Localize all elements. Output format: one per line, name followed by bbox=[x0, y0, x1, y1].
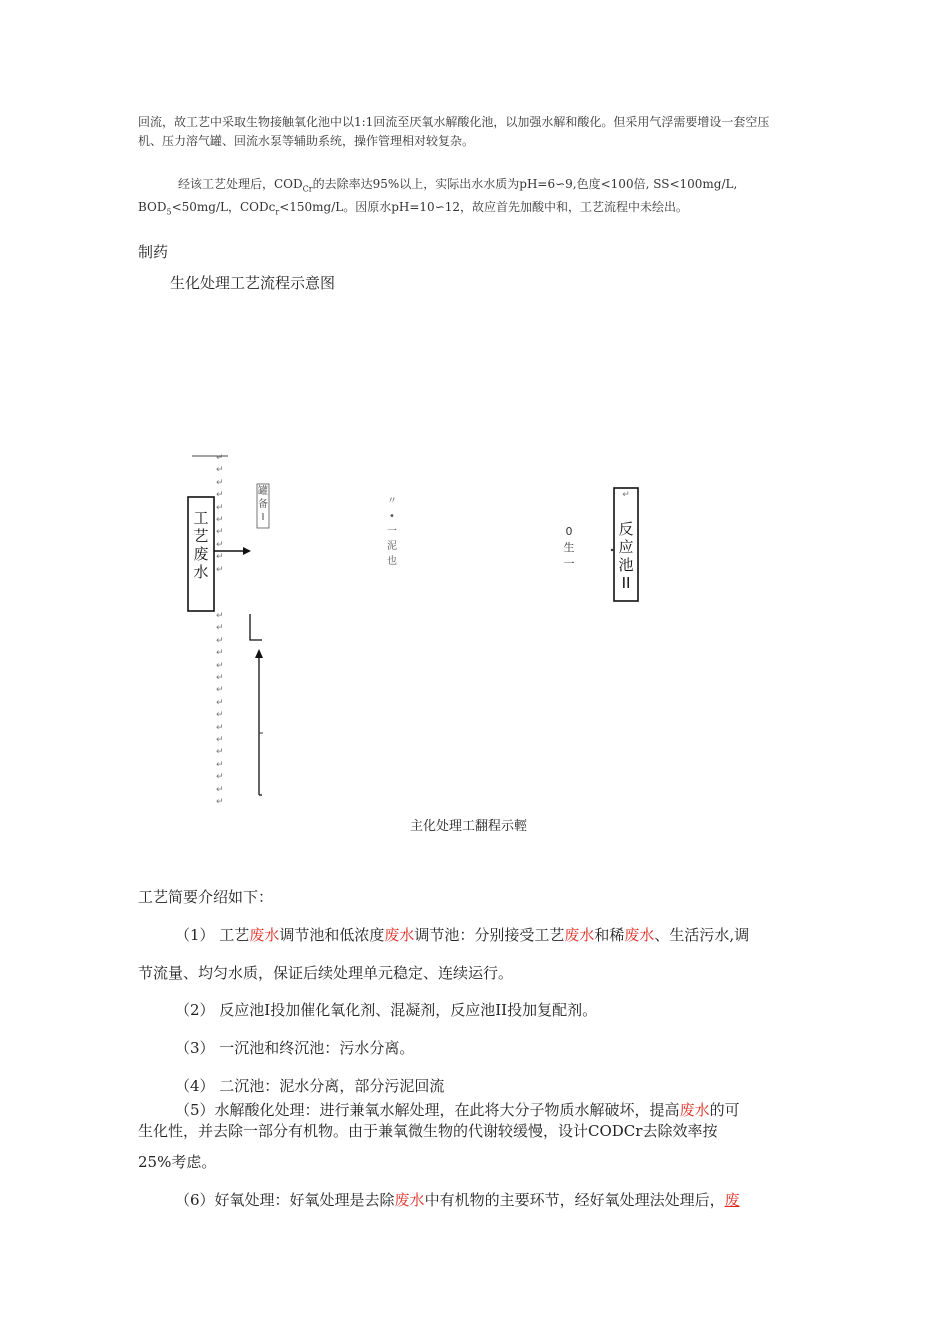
item-1-line-1: （1） 工艺废水调节池和低浓度废水调节池：分别接受工艺废水和稀废水、生活污水,调 bbox=[175, 926, 750, 944]
mid-char: 也 bbox=[387, 556, 397, 567]
item-3: （3） 一沉池和终沉池：污水分离。 bbox=[175, 1039, 415, 1057]
result2-text-b: <50mg/L，CODc bbox=[171, 200, 276, 214]
item-6-line-1: （6）好氧处理：好氧处理是去除废水中有机物的主要环节，经好氧处理法处理后，废 bbox=[175, 1191, 740, 1209]
small-box-char: 罐 bbox=[258, 486, 268, 497]
result-text-a: 经该工艺处理后，COD bbox=[178, 177, 303, 191]
return-mark: ↵ bbox=[216, 710, 224, 721]
box1-char: 水 bbox=[193, 563, 209, 581]
return-mark: ↵ bbox=[216, 539, 224, 550]
result-line-1 bbox=[178, 175, 828, 198]
box2-return-mark: ↵ bbox=[622, 490, 630, 500]
connector-dot bbox=[611, 549, 613, 551]
return-bracket bbox=[250, 614, 262, 640]
result2-sub2: r bbox=[275, 207, 280, 217]
right-stray-chars bbox=[561, 524, 577, 572]
return-mark: ↵ bbox=[216, 502, 224, 513]
item-4: （4） 二沉池：泥水分离，部分污泥回流 bbox=[175, 1077, 445, 1095]
highlight-wastewater: 废水 bbox=[394, 1191, 425, 1209]
item-5-line-1: （5）水解酸化处理：进行兼氧水解处理，在此将大分子物质水解破坏，提高废水的可 bbox=[175, 1101, 740, 1119]
return-mark: ↵ bbox=[216, 735, 224, 746]
highlight-wastewater: 废水 bbox=[384, 926, 415, 944]
arrow-head-up bbox=[255, 649, 263, 658]
return-mark: ↵ bbox=[216, 697, 224, 708]
return-mark: ↵ bbox=[216, 564, 224, 575]
return-mark: ↵ bbox=[216, 490, 224, 501]
return-mark: ↵ bbox=[216, 477, 224, 488]
right-char: 生 bbox=[563, 541, 575, 554]
mid-char: 〃 bbox=[387, 496, 397, 507]
box1-char: 艺 bbox=[193, 527, 209, 545]
return-mark: ↵ bbox=[216, 685, 224, 696]
highlight-wastewater: 废水 bbox=[624, 926, 655, 944]
section-subtitle: 生化处理工艺流程示意图 bbox=[170, 274, 336, 292]
box2-char: 池 bbox=[618, 556, 634, 574]
intro-paragraph bbox=[138, 113, 828, 151]
return-mark: ↵ bbox=[216, 722, 224, 733]
return-mark: ↵ bbox=[216, 797, 224, 808]
item-2: （2） 反应池I投加催化氧化剂、混凝剂，反应池II投加复配剂。 bbox=[175, 1001, 598, 1019]
return-mark: ↵ bbox=[216, 784, 224, 795]
result-text-b: 的去除率达95%以上，实际出水水质为pH=6∽9,色度<100倍, SS<100mg/L, bbox=[312, 177, 738, 191]
small-box-tank-label bbox=[257, 485, 269, 524]
small-box-char: 备 bbox=[258, 499, 268, 510]
return-marks-top bbox=[216, 452, 230, 576]
return-mark: ↵ bbox=[216, 527, 224, 538]
result-line-2 bbox=[138, 198, 828, 221]
return-mark: ↵ bbox=[216, 673, 224, 684]
return-mark: ↵ bbox=[216, 747, 224, 758]
return-marks-bottom bbox=[216, 610, 230, 809]
highlight-wastewater: 废水 bbox=[564, 926, 595, 944]
return-mark: ↵ bbox=[216, 515, 224, 526]
return-mark: ↵ bbox=[216, 759, 224, 770]
intro-heading: 工艺简要介绍如下： bbox=[138, 888, 274, 906]
intro-line-2: 机、压力溶气罐、回流水泵等辅助系统，操作管理相对较复杂。 bbox=[138, 134, 475, 148]
highlight-wastewater: 废水 bbox=[249, 926, 280, 944]
box2-char: II bbox=[621, 574, 631, 592]
return-mark: ↵ bbox=[216, 660, 224, 671]
return-mark: ↵ bbox=[216, 635, 224, 646]
mid-char: 一 bbox=[387, 526, 397, 537]
return-mark: ↵ bbox=[216, 648, 224, 659]
highlight-wastewater: 废 bbox=[724, 1191, 740, 1209]
box2-char: 反 bbox=[618, 520, 634, 538]
right-char: 0 bbox=[565, 525, 573, 538]
box1-char: 废 bbox=[193, 545, 209, 563]
box-reaction-tank-2-label bbox=[614, 520, 638, 592]
return-mark: ↵ bbox=[216, 453, 224, 463]
return-mark: ↵ bbox=[216, 611, 224, 621]
right-char: 一 bbox=[563, 557, 575, 570]
return-mark: ↵ bbox=[216, 772, 224, 783]
mid-char: • bbox=[389, 511, 395, 522]
box2-char: 应 bbox=[618, 538, 634, 556]
small-box-char: I bbox=[261, 512, 265, 523]
return-mark: ↵ bbox=[216, 623, 224, 634]
mid-sludge-chars bbox=[385, 494, 399, 569]
item-5-line-2: 生化性，并去除一部分有机物。由于兼氧微生物的代谢较缓慢，设计CODCr去除效率按 bbox=[138, 1122, 718, 1140]
item-5-line-3: 25%考虑。 bbox=[138, 1153, 217, 1171]
box-process-wastewater-label bbox=[188, 509, 214, 581]
box1-char: 工 bbox=[193, 509, 209, 527]
item-1-line-2: 节流量、均匀水质，保证后续处理单元稳定、连续运行。 bbox=[138, 964, 514, 982]
return-mark: ↵ bbox=[216, 465, 224, 476]
diagram-caption: 主化处理工翻程示輕 bbox=[410, 819, 528, 834]
highlight-wastewater: 废水 bbox=[679, 1101, 710, 1119]
return-mark: ↵ bbox=[216, 552, 224, 563]
section-heading: 制药 bbox=[138, 243, 169, 261]
mid-char: 泥 bbox=[387, 541, 397, 552]
arrow-head-1 bbox=[243, 547, 251, 555]
result2-sub: 5 bbox=[166, 207, 172, 217]
result2-text-c: <150mg/L。因原水pH=10∽12，故应首先加酸中和，工艺流程中未绘出。 bbox=[279, 200, 689, 214]
result2-text-a: BOD bbox=[138, 200, 167, 214]
intro-line-1: 回流，故工艺中采取生物接触氧化池中以1:1回流至厌氧水解酸化池，以加强水解和酸化。但采用气浮需要增设一套空压 bbox=[138, 115, 770, 129]
result-sub: Cr bbox=[302, 184, 313, 194]
